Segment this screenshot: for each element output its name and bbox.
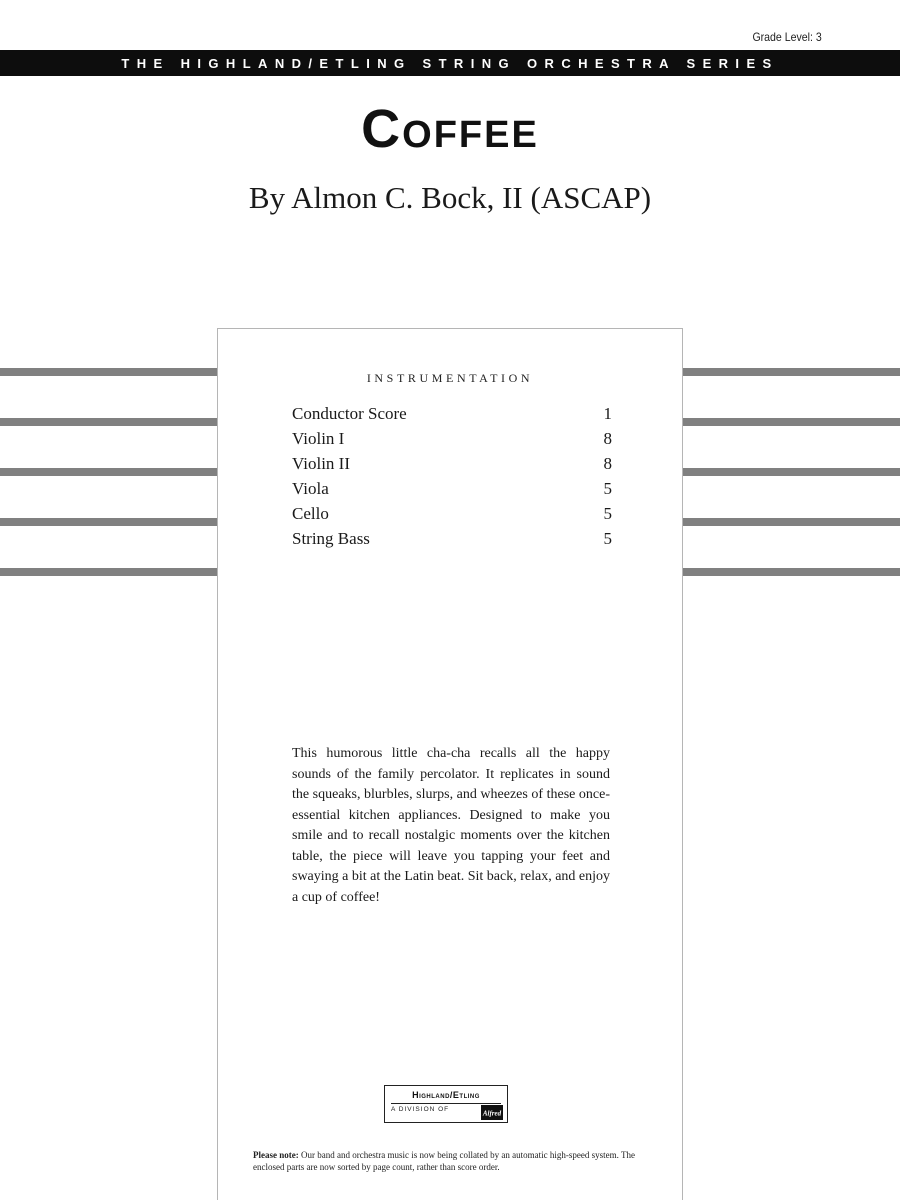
- alfred-logo-text: Alfred: [482, 1109, 502, 1118]
- logo-divider: [391, 1103, 501, 1104]
- staff-line-right-2: [683, 418, 900, 426]
- alfred-logo-icon: [481, 1105, 503, 1120]
- instrument-name: Cello: [292, 504, 329, 523]
- instrument-count: 1: [603, 404, 612, 423]
- note-text: Our band and orchestra music is now being collated by an automatic high-speed system. The enclosed parts are now sorted by page count, rather than score order.: [253, 1150, 635, 1172]
- instrument-count: 8: [603, 429, 612, 448]
- content-panel: [217, 328, 683, 1200]
- staff-line-left-5: [0, 568, 217, 576]
- publisher-division: A DIVISION OF: [391, 1106, 450, 1113]
- publisher-logo: [384, 1085, 508, 1123]
- instrument-row: [292, 401, 612, 426]
- staff-line-left-1: [0, 368, 217, 376]
- instrument-name: Viola: [292, 479, 329, 498]
- piece-title: Coffee: [361, 99, 539, 159]
- staff-line-left-4: [0, 518, 217, 526]
- instrumentation-list: [292, 401, 612, 551]
- collation-note: [253, 1149, 651, 1173]
- instrument-name: Violin I: [292, 429, 345, 448]
- staff-line-left-2: [0, 418, 217, 426]
- instrument-row: [292, 476, 612, 501]
- instrument-name: String Bass: [292, 529, 370, 548]
- instrument-count: 8: [603, 454, 612, 473]
- instrument-row: [292, 526, 612, 551]
- instrument-row: [292, 501, 612, 526]
- instrument-row: [292, 426, 612, 451]
- instrument-count: 5: [603, 504, 612, 523]
- piece-description: This humorous little cha-cha recalls all the happy sounds of the family percolator. It replicates in sound the squeaks, blurbles, slurps, and wheezes of these once-essential kitchen appliances. Designed to make you smile and to recall nostalgic moments over the kitchen table, the piece will leave you tapping your feet and swaying a bit at the Latin beat. Sit back, relax, and enjoy a cup of coffee!: [292, 746, 611, 905]
- note-label: Please note:: [253, 1150, 299, 1160]
- instrument-count: 5: [603, 529, 612, 548]
- instrument-row: [292, 451, 612, 476]
- series-banner: THE HIGHLAND/ETLING STRING ORCHESTRA SERIES: [0, 50, 900, 76]
- staff-line-left-3: [0, 468, 217, 476]
- staff-line-right-1: [683, 368, 900, 376]
- instrumentation-heading: INSTRUMENTATION: [366, 371, 534, 385]
- composer-credit: By Almon C. Bock, II (ASCAP): [248, 180, 652, 215]
- staff-line-right-4: [683, 518, 900, 526]
- instrument-count: 5: [603, 479, 612, 498]
- staff-line-right-3: [683, 468, 900, 476]
- instrument-name: Conductor Score: [292, 404, 407, 423]
- grade-level: Grade Level: 3: [752, 30, 822, 44]
- publisher-name: Highland/Etling: [412, 1090, 480, 1100]
- staff-line-right-5: [683, 568, 900, 576]
- instrument-name: Violin II: [292, 454, 350, 473]
